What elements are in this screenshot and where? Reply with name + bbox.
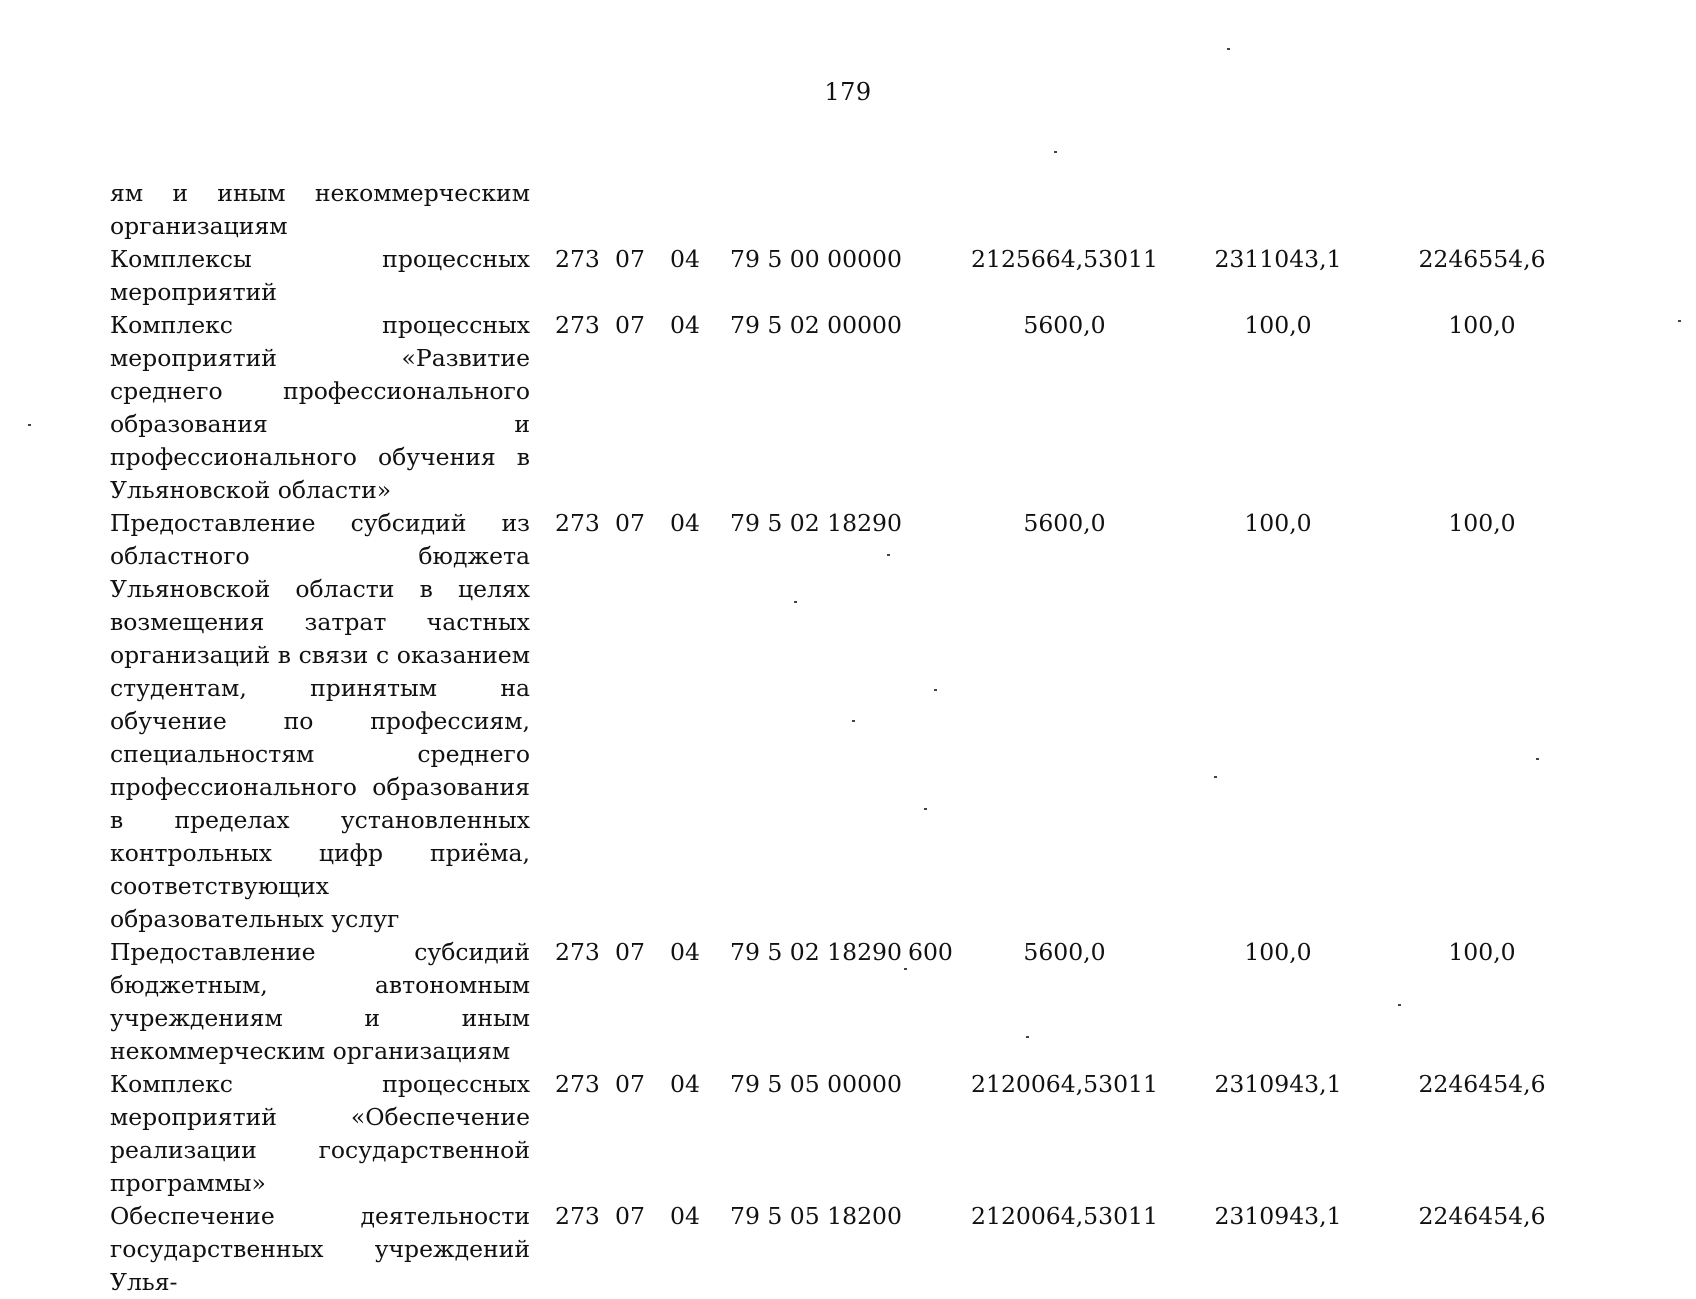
amount-year-3: 2246454,6 (1418, 1070, 1546, 1098)
department-code: 273 (555, 245, 600, 273)
page-number: 179 (824, 78, 872, 106)
target-article-code: 79 5 00 00000 (730, 245, 902, 273)
target-article-code: 79 5 02 00000 (730, 311, 902, 339)
amount-year-3: 100,0 (1448, 938, 1516, 966)
target-article-code: 79 5 02 18290 (730, 938, 902, 966)
scan-speck (1536, 758, 1539, 760)
amount-year-3: 100,0 (1448, 509, 1516, 537)
table-row (110, 1068, 1580, 1200)
amount-year-1: 2120064,53011 (971, 1202, 1158, 1230)
scan-speck (887, 554, 890, 556)
amount-year-2: 2310943,1 (1214, 1070, 1342, 1098)
subsection-code: 04 (670, 311, 700, 339)
expense-type-code: 600 (908, 938, 953, 966)
scan-speck (924, 808, 927, 810)
table-row (110, 507, 1580, 936)
amount-year-1: 5600,0 (1023, 311, 1106, 339)
amount-year-1: 5600,0 (1023, 509, 1106, 537)
section-code: 07 (615, 311, 645, 339)
row-description: ям и иным некоммерческим организациям (110, 179, 530, 240)
scan-speck (1398, 1004, 1401, 1006)
amount-year-2: 100,0 (1244, 938, 1312, 966)
amount-year-2: 2310943,1 (1214, 1202, 1342, 1230)
amount-year-1: 5600,0 (1023, 938, 1106, 966)
row-description: Обеспечение деятельности государственных учреждений Улья- (110, 1202, 530, 1296)
subsection-code: 04 (670, 938, 700, 966)
table-row (110, 936, 1580, 1068)
scan-speck (934, 689, 937, 691)
scan-speck (1054, 151, 1057, 153)
section-code: 07 (615, 509, 645, 537)
section-code: 07 (615, 938, 645, 966)
table-row (110, 177, 1580, 243)
target-article-code: 79 5 02 18290 (730, 509, 902, 537)
subsection-code: 04 (670, 245, 700, 273)
section-code: 07 (615, 1202, 645, 1230)
table-row (110, 309, 1580, 507)
target-article-code: 79 5 05 00000 (730, 1070, 902, 1098)
department-code: 273 (555, 1202, 600, 1230)
subsection-code: 04 (670, 509, 700, 537)
scan-speck (794, 601, 797, 603)
table-row (110, 1200, 1580, 1299)
scan-speck (852, 720, 855, 722)
scan-speck (1227, 48, 1230, 50)
subsection-code: 04 (670, 1070, 700, 1098)
amount-year-2: 100,0 (1244, 509, 1312, 537)
department-code: 273 (555, 1070, 600, 1098)
amount-year-2: 2311043,1 (1214, 245, 1342, 273)
department-code: 273 (555, 938, 600, 966)
amount-year-3: 2246554,6 (1418, 245, 1546, 273)
row-description: Комплексы процессных мероприятий (110, 245, 530, 306)
scan-speck (1678, 320, 1681, 322)
section-code: 07 (615, 1070, 645, 1098)
budget-table (110, 177, 1580, 1299)
amount-year-3: 100,0 (1448, 311, 1516, 339)
amount-year-1: 2125664,53011 (971, 245, 1158, 273)
row-description: Предоставление субсидий бюджетным, автономным учреждениям и иным некоммерческим организациям (110, 938, 530, 1065)
amount-year-1: 2120064,53011 (971, 1070, 1158, 1098)
department-code: 273 (555, 311, 600, 339)
amount-year-3: 2246454,6 (1418, 1202, 1546, 1230)
section-code: 07 (615, 245, 645, 273)
amount-year-2: 100,0 (1244, 311, 1312, 339)
row-description: Комплекс процессных мероприятий «Обеспечение реализации государственной программы» (110, 1070, 530, 1197)
scan-speck (1026, 1036, 1029, 1038)
row-description: Предоставление субсидий из областного бюджета Ульяновской области в целях возмещения затрат частных организаций в связи с оказанием студентам, принятым на обучение по профессиям, специальностям среднего профессионального образования в пределах установленных контрольных цифр приёма, соответствующих образовательных услуг (110, 509, 530, 933)
department-code: 273 (555, 509, 600, 537)
scan-speck (904, 968, 907, 970)
target-article-code: 79 5 05 18200 (730, 1202, 902, 1230)
subsection-code: 04 (670, 1202, 700, 1230)
row-description: Комплекс процессных мероприятий «Развитие среднего профессионального образования и профессионального обучения в Ульяновской области» (110, 311, 530, 504)
scan-speck (1214, 776, 1217, 778)
table-row (110, 243, 1580, 309)
scan-speck (28, 424, 31, 426)
